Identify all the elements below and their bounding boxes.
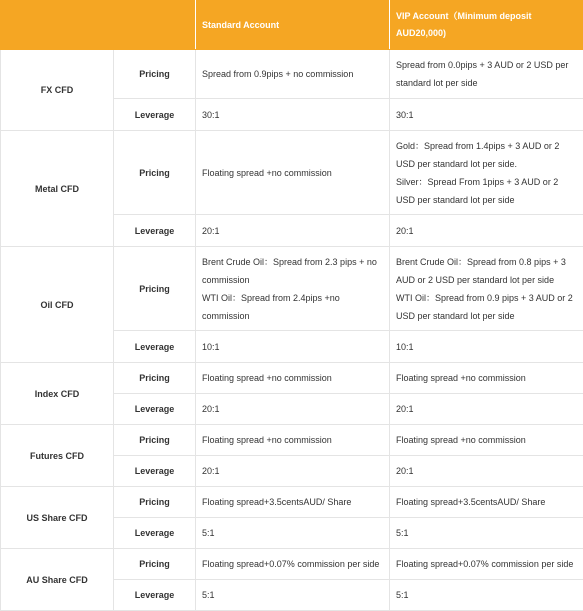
category-fx-cfd: FX CFD <box>1 50 114 131</box>
category-index-cfd: Index CFD <box>1 363 114 425</box>
leverage-label: Leverage <box>114 99 196 131</box>
metal-leverage-vip: 20:1 <box>390 215 583 247</box>
leverage-label: Leverage <box>114 580 196 611</box>
oil-pricing-vip-brent: Brent Crude Oil：Spread from 0.8 pips + 3 AUD or 2 USD per standard lot per side <box>396 253 577 289</box>
category-metal-cfd: Metal CFD <box>1 131 114 247</box>
pricing-label: Pricing <box>114 425 196 456</box>
pricing-label: Pricing <box>114 549 196 580</box>
leverage-label: Leverage <box>114 518 196 549</box>
leverage-label: Leverage <box>114 456 196 487</box>
fx-pricing-standard: Spread from 0.9pips + no commission <box>196 50 390 99</box>
table-row <box>1 487 583 518</box>
us-share-pricing-standard: Floating spread+3.5centsAUD/ Share <box>196 487 390 518</box>
metal-pricing-vip-silver: Silver：Spread From 1pips + 3 AUD or 2 USD per standard lot per side <box>396 173 577 209</box>
table-row <box>1 425 583 456</box>
futures-pricing-standard: Floating spread +no commission <box>196 425 390 456</box>
table-row <box>1 363 583 394</box>
us-share-leverage-standard: 5:1 <box>196 518 390 549</box>
metal-pricing-vip-gold: Gold：Spread from 1.4pips + 3 AUD or 2 USD per standard lot per side. <box>396 137 577 173</box>
us-share-pricing-vip: Floating spread+3.5centsAUD/ Share <box>390 487 583 518</box>
au-share-pricing-standard: Floating spread+0.07% commission per side <box>196 549 390 580</box>
fx-pricing-vip: Spread from 0.0pips + 3 AUD or 2 USD per standard lot per side <box>390 50 583 99</box>
index-pricing-standard: Floating spread +no commission <box>196 363 390 394</box>
pricing-label: Pricing <box>114 131 196 215</box>
futures-pricing-vip: Floating spread +no commission <box>390 425 583 456</box>
header-empty-cell <box>1 1 196 50</box>
metal-pricing-standard: Floating spread +no commission <box>196 131 390 215</box>
index-leverage-vip: 20:1 <box>390 394 583 425</box>
pricing-label: Pricing <box>114 247 196 331</box>
pricing-label: Pricing <box>114 50 196 99</box>
oil-leverage-standard: 10:1 <box>196 331 390 363</box>
fx-leverage-standard: 30:1 <box>196 99 390 131</box>
us-share-leverage-vip: 5:1 <box>390 518 583 549</box>
oil-leverage-vip: 10:1 <box>390 331 583 363</box>
leverage-label: Leverage <box>114 215 196 247</box>
table-row <box>1 50 583 99</box>
header-standard-account: Standard Account <box>196 1 390 50</box>
oil-pricing-vip <box>390 247 583 331</box>
au-share-leverage-vip: 5:1 <box>390 580 583 611</box>
oil-pricing-standard-brent: Brent Crude Oil：Spread from 2.3 pips + no commission <box>202 253 383 289</box>
futures-leverage-standard: 20:1 <box>196 456 390 487</box>
oil-pricing-vip-wti: WTI Oil：Spread from 0.9 pips + 3 AUD or 2 USD per standard lot per side <box>396 289 577 325</box>
oil-pricing-standard <box>196 247 390 331</box>
leverage-label: Leverage <box>114 394 196 425</box>
table-row <box>1 247 583 331</box>
metal-pricing-vip <box>390 131 583 215</box>
leverage-label: Leverage <box>114 331 196 363</box>
header-vip-account: VIP Account（Minimum deposit AUD20,000) <box>390 1 583 50</box>
category-au-share-cfd: AU Share CFD <box>1 549 114 611</box>
au-share-pricing-vip: Floating spread+0.07% commission per side <box>390 549 583 580</box>
category-futures-cfd: Futures CFD <box>1 425 114 487</box>
futures-leverage-vip: 20:1 <box>390 456 583 487</box>
pricing-label: Pricing <box>114 363 196 394</box>
table-row <box>1 549 583 580</box>
table-row <box>1 131 583 215</box>
index-leverage-standard: 20:1 <box>196 394 390 425</box>
category-oil-cfd: Oil CFD <box>1 247 114 363</box>
au-share-leverage-standard: 5:1 <box>196 580 390 611</box>
index-pricing-vip: Floating spread +no commission <box>390 363 583 394</box>
header-row <box>1 1 583 50</box>
metal-leverage-standard: 20:1 <box>196 215 390 247</box>
pricing-label: Pricing <box>114 487 196 518</box>
oil-pricing-standard-wti: WTI Oil：Spread from 2.4pips +no commission <box>202 289 383 325</box>
category-us-share-cfd: US Share CFD <box>1 487 114 549</box>
fx-leverage-vip: 30:1 <box>390 99 583 131</box>
